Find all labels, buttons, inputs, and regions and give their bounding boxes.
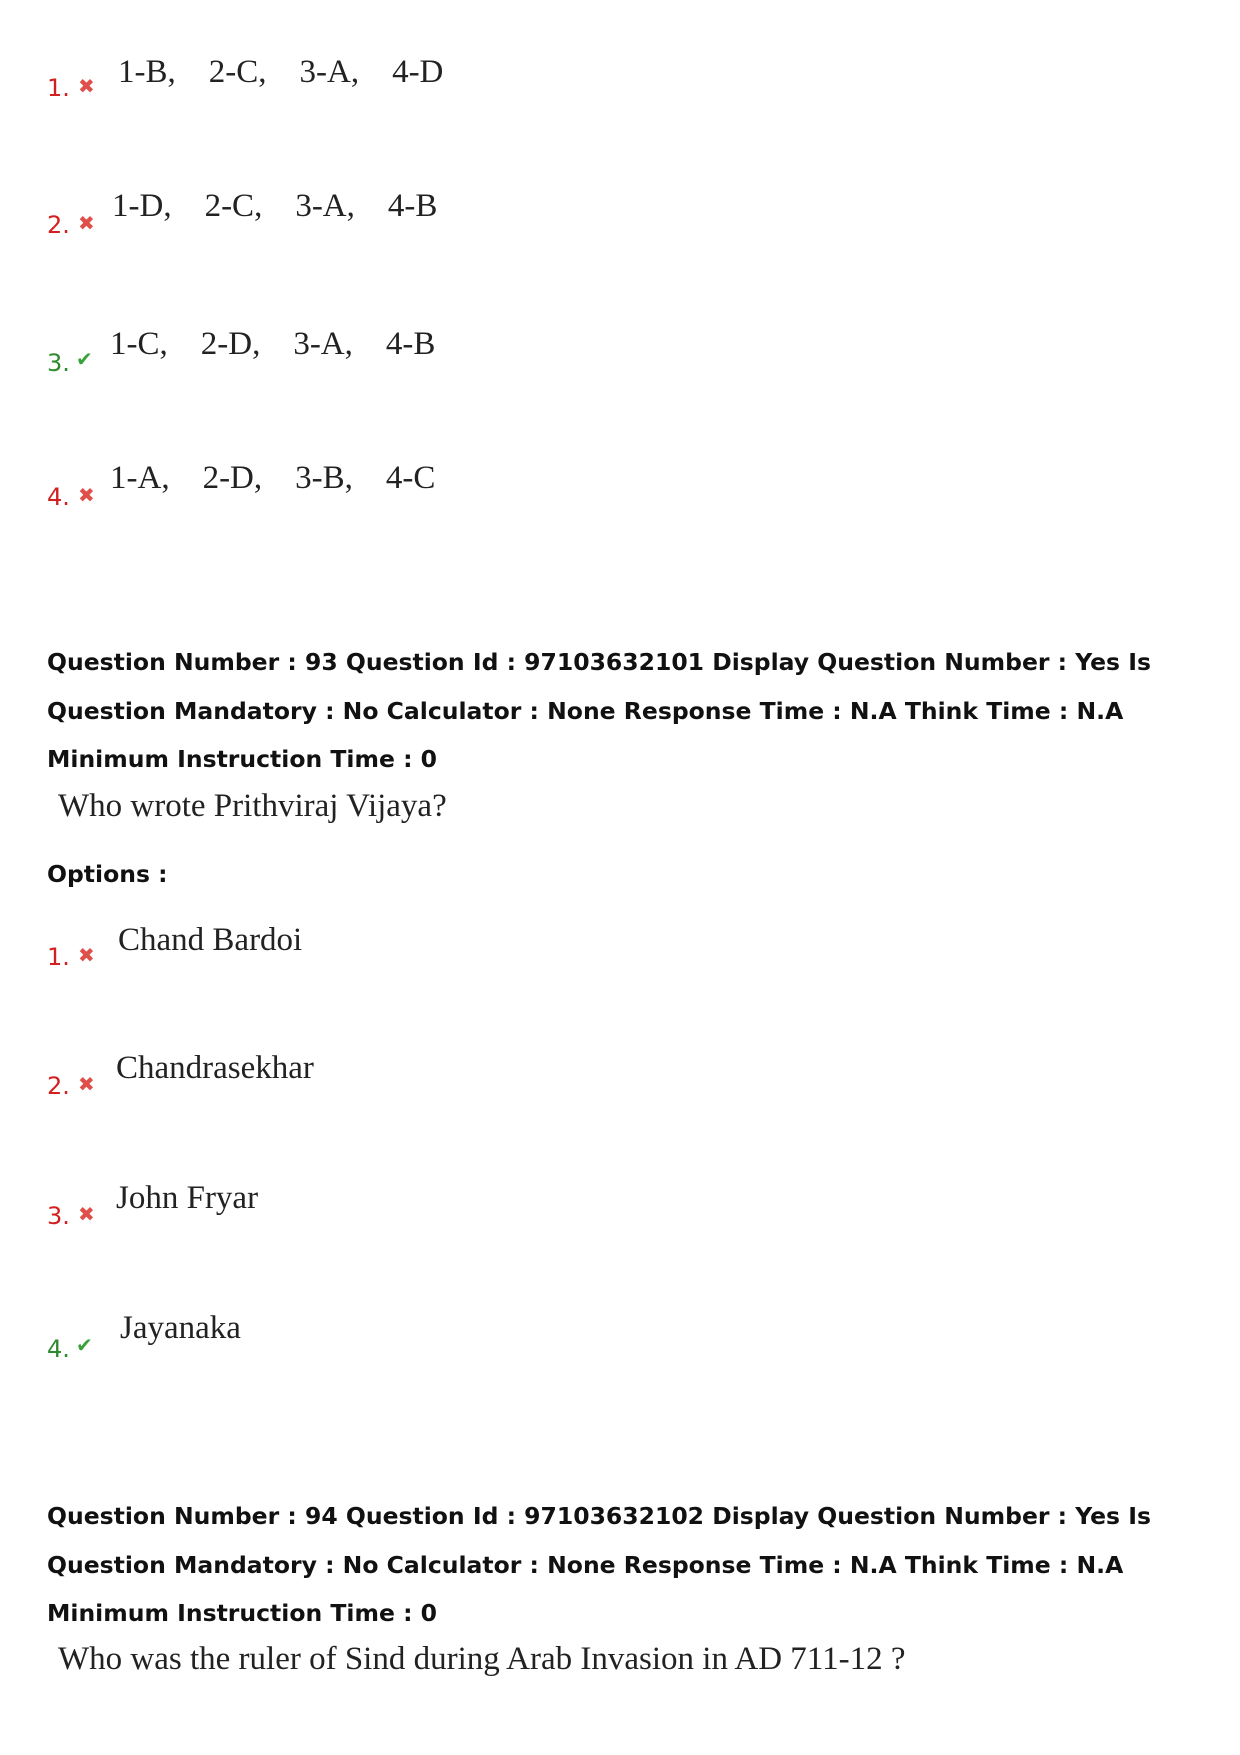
option-text: Chandrasekhar	[116, 1050, 314, 1086]
option-number: 4.	[47, 1335, 70, 1363]
options-label: Options :	[47, 860, 168, 888]
question-meta: Question Number : 93 Question Id : 97103632101 Display Question Number : Yes Is Question Mandatory : No Calculator : None Response Time : N.A Think Time : N.A Minimum Instruction Time : 0	[47, 648, 1151, 773]
option-number: 3.	[47, 1202, 70, 1230]
question-text: Who wrote Prithviraj Vijaya?	[58, 788, 447, 824]
option-text: Jayanaka	[120, 1310, 241, 1346]
option-number: 2.	[47, 1072, 70, 1100]
cross-icon: ✖	[78, 1202, 95, 1226]
cross-icon: ✖	[78, 1072, 95, 1096]
option-text: Chand Bardoi	[118, 922, 303, 958]
option-number: 1.	[47, 943, 70, 971]
option-text: 1-D, 2-C, 3-A, 4-B	[112, 188, 438, 224]
option-text: 1-A, 2-D, 3-B, 4-C	[110, 460, 436, 496]
option-text: John Fryar	[116, 1180, 259, 1216]
option-number: 3.	[47, 349, 70, 377]
question-meta: Question Number : 94 Question Id : 97103632102 Display Question Number : Yes Is Question Mandatory : No Calculator : None Response Time : N.A Think Time : N.A Minimum Instruction Time : 0	[47, 1502, 1151, 1627]
check-icon: ✔	[76, 1333, 93, 1357]
option-number: 4.	[47, 483, 70, 511]
cross-icon: ✖	[78, 483, 95, 507]
option-number: 1.	[47, 74, 70, 102]
check-icon: ✔	[76, 347, 93, 371]
cross-icon: ✖	[78, 943, 95, 967]
option-text: 1-B, 2-C, 3-A, 4-D	[118, 54, 444, 90]
cross-icon: ✖	[78, 211, 95, 235]
option-number: 2.	[47, 211, 70, 239]
cross-icon: ✖	[78, 74, 95, 98]
question-text: Who was the ruler of Sind during Arab Invasion in AD 711-12 ?	[58, 1641, 906, 1677]
option-text: 1-C, 2-D, 3-A, 4-B	[110, 326, 436, 362]
